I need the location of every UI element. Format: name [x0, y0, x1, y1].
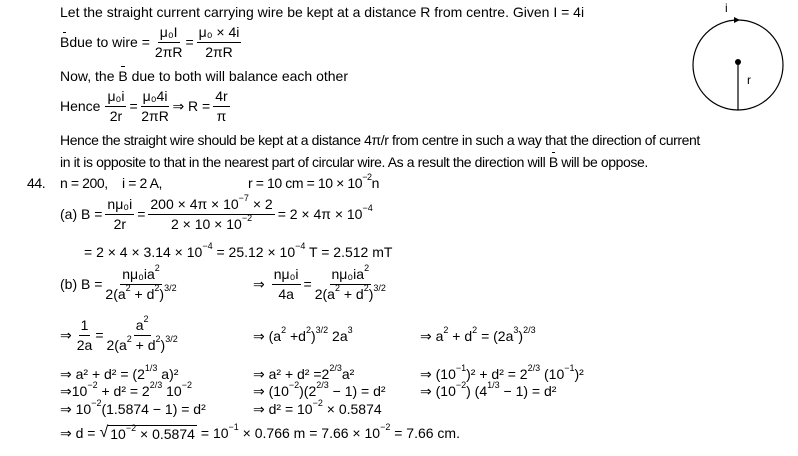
step-1: ⇒ $\frac{1}{2a}$ = $\frac{a^2}{2(a^2 + d^2)^{3/2}}$	[60, 314, 178, 353]
circle-diagram-icon	[690, 2, 790, 112]
fraction: $\frac{4r}{\pi}$	[215, 88, 228, 124]
question-number: 44.	[27, 175, 46, 191]
intro-text: Let the straight current carrying wire be kept at a distance R from centre. Given I = 4i	[60, 4, 585, 20]
step-r1c2: ⇒ $a^2 + d^2 =2^{2/3}a^2$	[253, 363, 355, 382]
step-r2c3: ⇒ $(10^{-2}) (4^{1/3} - 1) = d^2$	[420, 380, 557, 399]
balance-text: Now, the B due to both will balance each other	[60, 68, 348, 84]
fraction: $\frac{\text{μ₀ × 4i}}{2\pi R}$	[198, 24, 240, 60]
fraction: $\frac{200 \times 4\pi \times 10^{-7} \times 2}{2 \times 10 \times 10^{-2}}$	[150, 193, 273, 232]
given-r: r = 10 cm = $10 \times 10^{-2}n$	[248, 172, 380, 191]
radius-label: r	[747, 73, 751, 87]
hence-equation: Hence $\frac{\text{μ₀i}}{2r}$ = $\frac{\text{μ₀4i}}{2\pi R}$ ⇒ R = $\frac{4r}{\pi}$	[60, 88, 228, 124]
fraction: $\frac{\text{nμ₀i}}{4a}$	[273, 266, 299, 302]
square-root: √ $10^{-2} \times 0.5874$	[99, 423, 195, 442]
conclusion-line-2: in it is opposite to that in the nearest part of circular wire. As a result the direction will B will be oppose.	[60, 154, 648, 170]
step-r1c1: ⇒ $a^2 + d^2 = (2^{1/3}$ a)²	[60, 363, 179, 382]
fraction: $\frac{\text{μ₀i}}{2r}$	[107, 88, 125, 124]
step-r3c1: ⇒ $10^{-2}(1.5874 - 1) = d^2$	[60, 398, 206, 417]
fraction: $\frac{\text{μ₀4i}}{2\pi R}$	[141, 88, 169, 124]
step-2: ⇒ $(a^2 +d^2)^{3/2}$ $2a^3$	[253, 325, 353, 344]
part-b-equation: (b) B = $\frac{n\mu_0ia^2}{2(a^2 + d^2)^{3/2}}$	[60, 263, 177, 302]
current-label: i	[725, 1, 728, 15]
b-vector: B	[60, 34, 70, 51]
part-b-condition: ⇒ $\frac{\text{nμ₀i}}{4a}$ = $\frac{n\mu_0ia^2}{2(a^2 + d^2)^{3/2}}$	[253, 263, 386, 302]
fraction: $\frac{\text{nμ₀i}}{2r}$	[107, 196, 133, 232]
fraction: $\frac{n\mu_0ia^2}{2(a^2 + d^2)^{3/2}}$	[105, 263, 177, 302]
step-r2c1: $\Rightarrow 10^{-2} + d^2 = 2^{2/3}$ $10^{-2}$	[60, 380, 192, 399]
conclusion-line-1: Hence the straight wire should be kept at a distance 4π/r from centre in such a way that the direction of current	[60, 132, 700, 148]
fraction: $\frac{\text{μ₀I}}{2\pi R}$	[154, 24, 183, 60]
final-result: ⇒ d = √ $10^{-2} \times 0.5874$ = $10^{-1} \times 0.766$ $m = 7.66 \times 10^{-2} = 7.66$ cm.	[60, 422, 460, 442]
step-3: ⇒ $a^2 + d^2 = (2a^3)^{2/3}$	[420, 325, 536, 344]
part-a-result: = $2 \times 4 \times 3.14 \times 10^{-4} = 25.12 \times 10^{-4}$ T = 2.512 mT	[84, 241, 393, 260]
b-wire-equation: B due to wire = $\frac{\text{μ₀I}}{2\pi R}$ = $\frac{\text{μ₀ × 4i}}{2\pi R}$	[60, 24, 240, 60]
step-r1c3: ⇒ $(10^{-1})^2 + d^2 = 2^{2/3}$ $(10^{-1})^2$	[420, 363, 584, 382]
fraction: $\frac{a^2}{2(a^2 + d^2)^{3/2}}$	[106, 314, 178, 353]
step-r3c2: ⇒ $d^2 = 10^{-2} \times 0.5874$	[253, 398, 382, 417]
part-a-equation: (a) B = $\frac{\text{nμ₀i}}{2r}$ = $\frac{200 \times 4\pi \times 10^{-7} \times 2}{2 \times 10 \times 10^{-2}}$ = $2 \times 4\pi \times 10^{-4}$	[60, 193, 373, 232]
fraction: $\frac{1}{2a}$	[76, 317, 93, 353]
circular-loop-figure	[690, 2, 790, 112]
step-r2c2: ⇒ $(10^{-2})(2^{2/3} - 1) = d^2$	[253, 380, 386, 399]
given-n: n = 200,	[60, 175, 108, 191]
fraction: $\frac{n\mu_0ia^2}{2(a^2 + d^2)^{3/2}}$	[314, 263, 386, 302]
given-i: i = 2 A,	[122, 175, 162, 191]
